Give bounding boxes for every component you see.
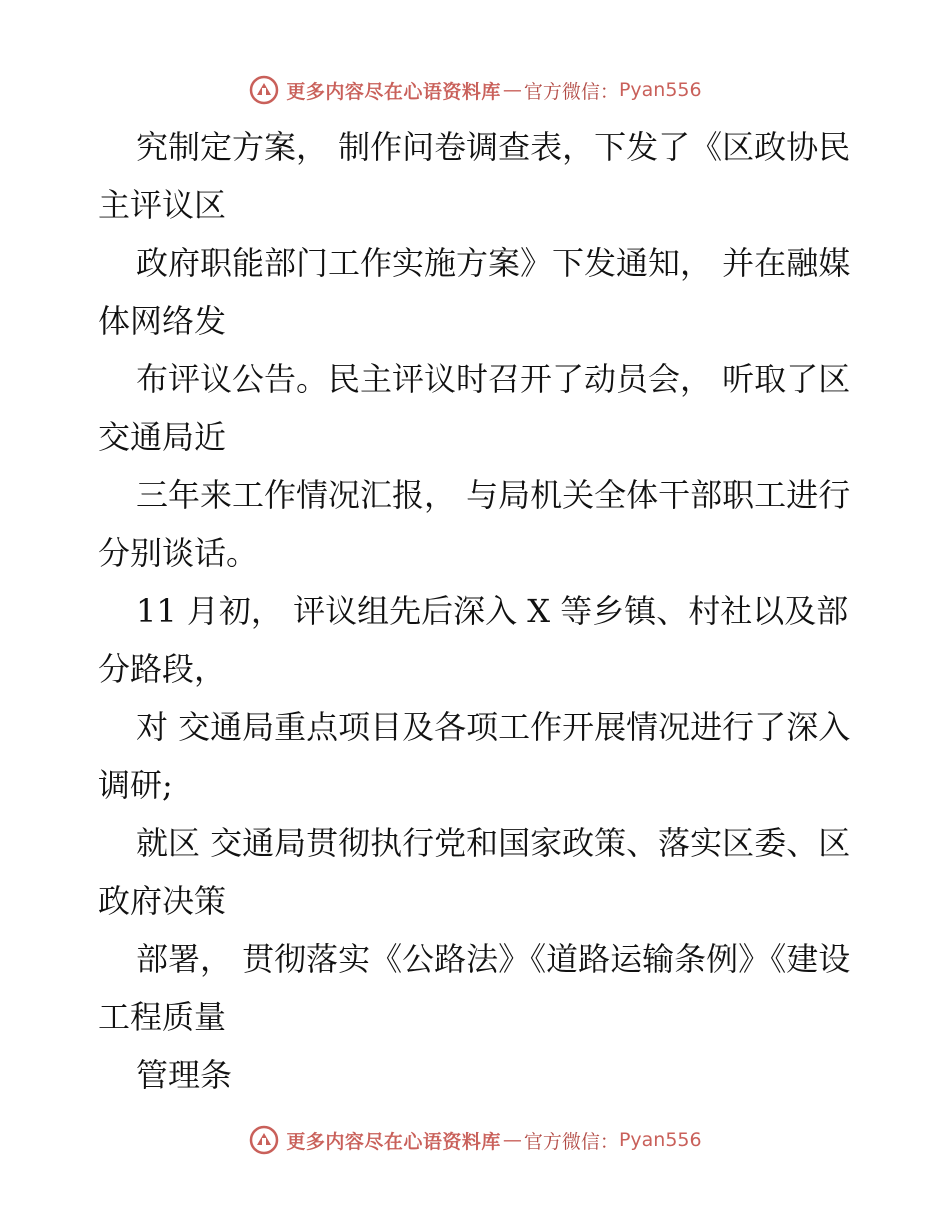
paragraph-9 bbox=[0, 1046, 950, 1104]
paragraph-2 bbox=[0, 234, 950, 350]
paragraph-1-line-1: 究制定方案， 制作问卷调查表，下发了《区政 bbox=[136, 128, 787, 166]
paragraph-5 bbox=[0, 582, 950, 698]
paragraph-6-line-1: 对 交通局重点项目及各项工作开展情况进行了 bbox=[136, 708, 787, 746]
brand-logo-icon bbox=[248, 74, 280, 106]
header-watermark bbox=[0, 70, 950, 110]
document-body bbox=[0, 118, 950, 1104]
paragraph-6-line-2: 深入调研; bbox=[98, 708, 851, 804]
watermark-id: Pyan556 bbox=[618, 79, 702, 101]
paragraph-8-line-2: 《建设工程质量 bbox=[98, 940, 851, 1036]
paragraph-5-line-2: 及部分路段， bbox=[98, 592, 849, 688]
paragraph-8-line-1: 部署， 贯彻落实《公路法》《道路运输条例》 bbox=[136, 940, 771, 978]
watermark-brand: 更多内容尽在心语资料库 bbox=[286, 80, 501, 103]
paragraph-2-line-2: 融媒体网络发 bbox=[98, 244, 851, 340]
paragraph-1 bbox=[0, 118, 950, 234]
watermark-id: Pyan556 bbox=[618, 1129, 702, 1151]
paragraph-2-line-1: 政府职能部门工作实施方案》下发通知， 并在 bbox=[136, 244, 787, 282]
footer-watermark bbox=[0, 1120, 950, 1160]
watermark-brand: 更多内容尽在心语资料库 bbox=[286, 1130, 501, 1153]
paragraph-1-line-2: 协民主评议区 bbox=[98, 128, 851, 224]
paragraph-8 bbox=[0, 930, 950, 1046]
paragraph-7 bbox=[0, 814, 950, 930]
watermark-label: 官方微信： bbox=[523, 1130, 619, 1153]
paragraph-3 bbox=[0, 350, 950, 466]
watermark-dash: — bbox=[502, 79, 522, 101]
paragraph-5-line-1: 11 月初， 评议组先后深入 X 等乡镇、村社以 bbox=[136, 592, 785, 630]
paragraph-4 bbox=[0, 466, 950, 582]
watermark-dash: — bbox=[502, 1129, 522, 1151]
paragraph-3-line-2: 了区交通局近 bbox=[98, 360, 851, 456]
brand-logo-icon bbox=[248, 1124, 280, 1156]
paragraph-6 bbox=[0, 698, 950, 814]
paragraph-7-line-2: 委、区政府决策 bbox=[98, 824, 851, 920]
paragraph-7-line-1: 就区 交通局贯彻执行党和国家政策、落实区 bbox=[136, 824, 755, 862]
paragraph-3-line-1: 布评议公告。民主评议时召开了动员会， 听取 bbox=[136, 360, 787, 398]
paragraph-4-line-2: 进行分别谈话。 bbox=[98, 476, 851, 572]
paragraph-4-line-1: 三年来工作情况汇报， 与局机关全体干部职工 bbox=[136, 476, 787, 514]
paragraph-9-line-1: 管理条 bbox=[136, 1056, 233, 1094]
watermark-label: 官方微信： bbox=[523, 80, 619, 103]
